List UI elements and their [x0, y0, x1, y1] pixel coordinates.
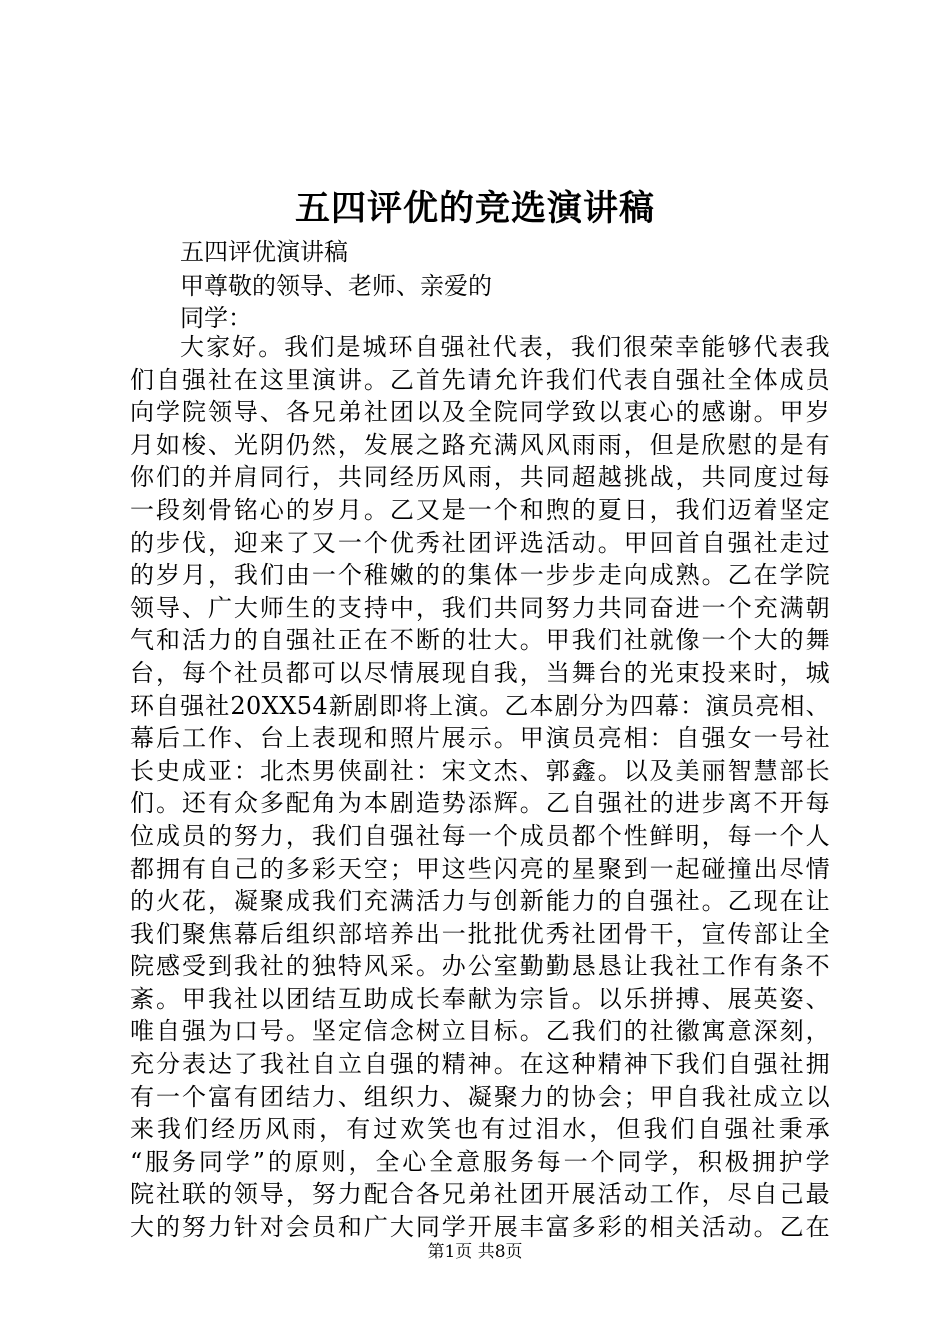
body-text	[130, 331, 830, 1244]
body-line: 向学院领导、各兄弟社团以及全院同学致以衷心的感谢。甲岁	[130, 398, 830, 427]
body-line: “服务同学”的原则，全心全意服务每一个同学，积极拥护学	[130, 1147, 830, 1176]
body-line: 长史成亚：北杰男侠副社：宋文杰、郭鑫。以及美丽智慧部长	[130, 756, 830, 785]
body-line: 气和活力的自强社正在不断的壮大。甲我们社就像一个大的舞	[130, 626, 830, 655]
body-line: 都拥有自己的多彩天空；甲这些闪亮的星聚到一起碰撞出尽情	[130, 854, 830, 883]
body-line: 有一个富有团结力、组织力、凝聚力的协会；甲自我社成立以	[130, 1082, 830, 1111]
subtitle-line: 五四评优演讲稿	[180, 238, 348, 266]
body-line: 台，每个社员都可以尽情展现自我，当舞台的光束投来时，城	[130, 658, 830, 687]
body-line: 们自强社在这里演讲。乙首先请允许我们代表自强社全体成员	[130, 365, 830, 394]
body-line: 环自强社20XX54新剧即将上演。乙本剧分为四幕：演员亮相、	[130, 691, 830, 720]
greeting-continuation-line: 同学：	[180, 304, 252, 332]
body-line: 充分表达了我社自立自强的精神。在这种精神下我们自强社拥	[130, 1050, 830, 1079]
body-line: 你们的并肩同行，共同经历风雨，共同超越挑战，共同度过每	[130, 463, 830, 492]
body-line: 月如梭、光阴仍然，发展之路充满风风雨雨，但是欣慰的是有	[130, 430, 830, 459]
body-line: 院社联的领导，努力配合各兄弟社团开展活动工作，尽自己最	[130, 1180, 830, 1209]
body-line: 紊。甲我社以团结互助成长奉献为宗旨。以乐拼搏、展英姿、	[130, 984, 830, 1013]
page-title: 五四评优的竞选演讲稿	[294, 188, 655, 229]
body-line: 来我们经历风雨，有过欢笑也有过泪水，但我们自强社秉承	[130, 1115, 830, 1144]
body-line: 我们聚焦幕后组织部培养出一批批优秀社团骨干，宣传部让全	[130, 919, 830, 948]
body-line: 大家好。我们是城环自强社代表，我们很荣幸能够代表我	[180, 333, 830, 361]
body-line: 的火花，凝聚成我们充满活力与创新能力的自强社。乙现在让	[130, 887, 830, 916]
greeting-line: 甲尊敬的领导、老师、亲爱的	[180, 272, 492, 300]
body-line: 大的努力针对会员和广大同学开展丰富多彩的相关活动。乙在	[130, 1213, 830, 1242]
body-line: 院感受到我社的独特风采。办公室勤勤恳恳让我社工作有条不	[130, 952, 830, 981]
body-line: 领导、广大师生的支持中，我们共同努力共同奋进一个充满朝	[130, 593, 830, 622]
page-footer: 第1页 共8页	[427, 1242, 523, 1262]
body-line: 一段刻骨铭心的岁月。乙又是一个和煦的夏日，我们迈着坚定	[130, 495, 830, 524]
body-line: 幕后工作、台上表现和照片展示。甲演员亮相：自强女一号社	[130, 724, 830, 753]
body-line: 们。还有众多配角为本剧造势添辉。乙自强社的进步离不开每	[130, 789, 830, 818]
body-line: 位成员的努力，我们自强社每一个成员都个性鲜明，每一个人	[130, 821, 830, 850]
body-line: 唯自强为口号。坚定信念树立目标。乙我们的社徽寓意深刻，	[130, 1017, 830, 1046]
body-line: 的步伐，迎来了又一个优秀社团评选活动。甲回首自强社走过	[130, 528, 830, 557]
body-line: 的岁月，我们由一个稚嫩的的集体一步步走向成熟。乙在学院	[130, 561, 830, 590]
